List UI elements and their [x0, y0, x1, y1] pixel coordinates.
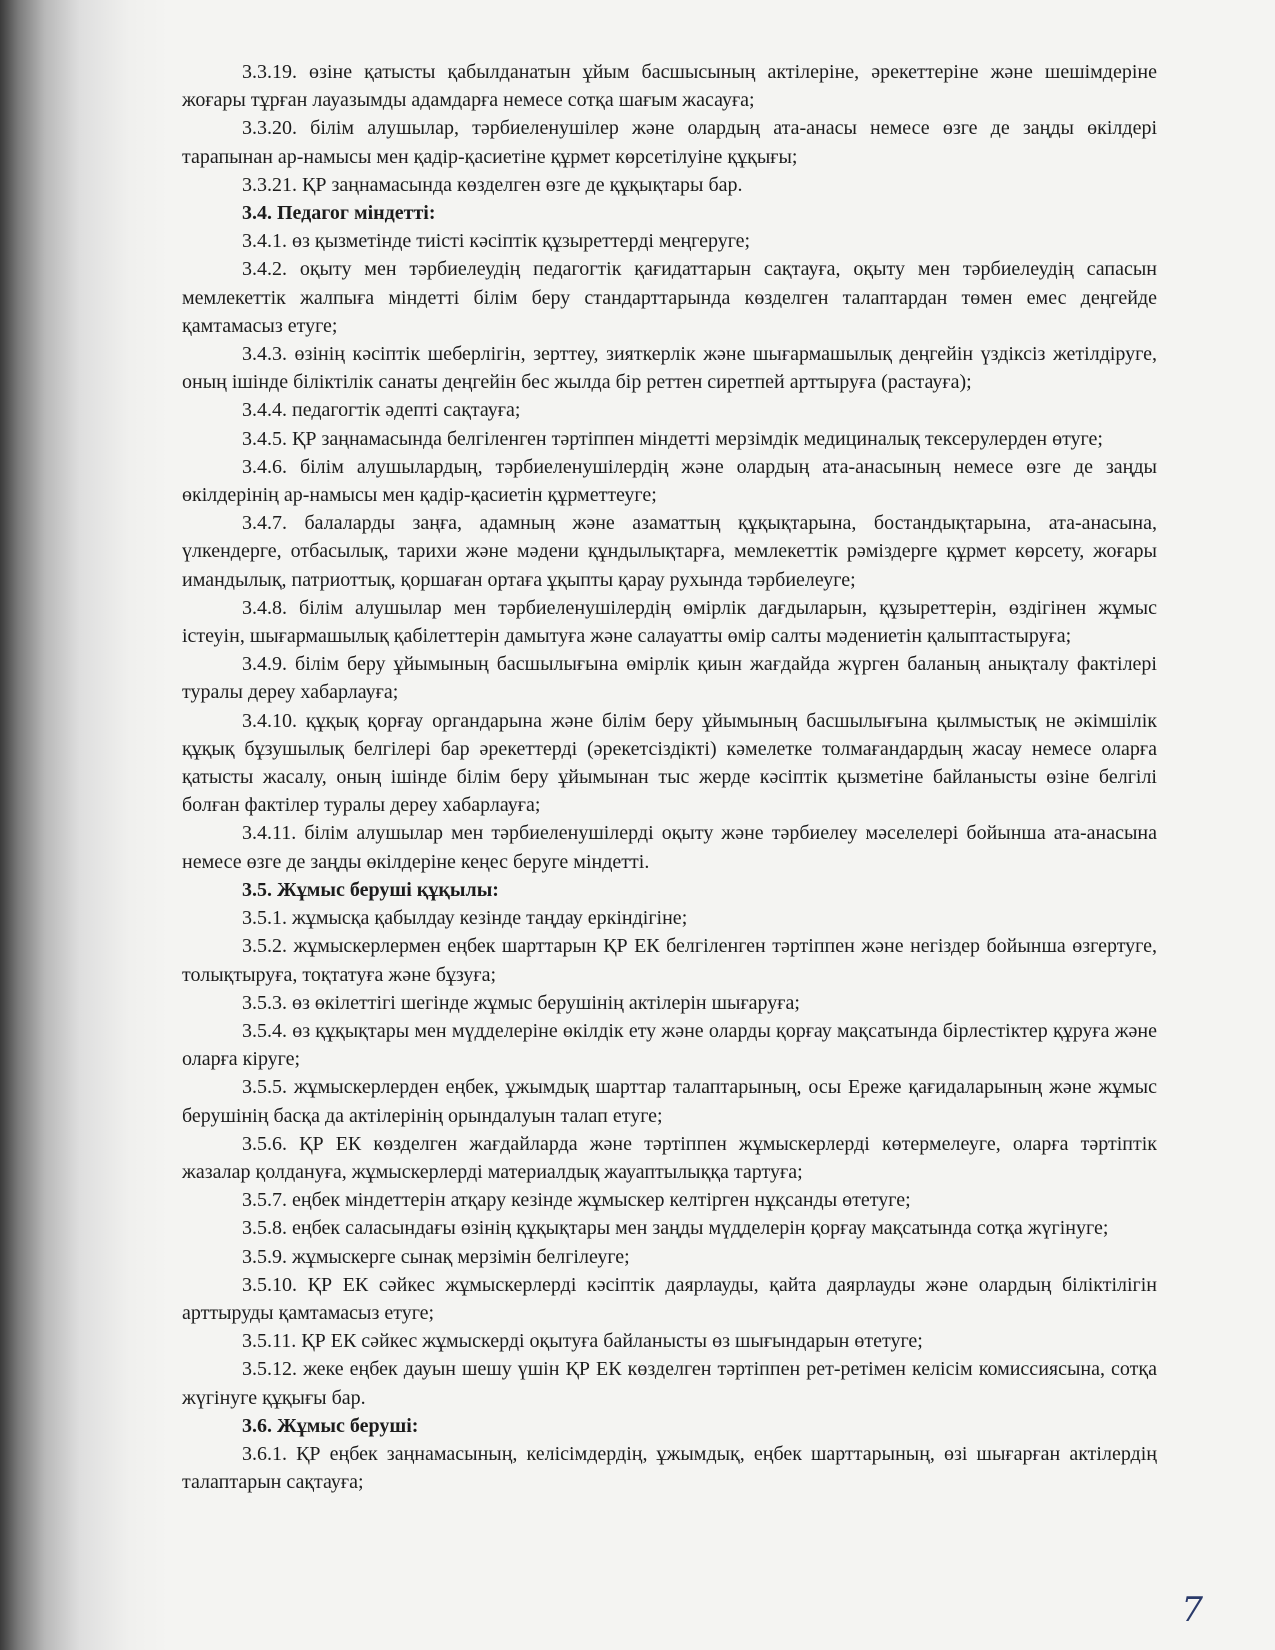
- paragraph-3-3-19: 3.3.19. өзіне қатысты қабылданатын ұйым басшысының актілеріне, әрекеттеріне және шешімдеріне жоғары тұрған лауазымды адамдарға немесе сотқа шағым жасауға;: [182, 61, 1157, 112]
- paragraph-3-4-8: 3.4.8. білім алушылар мен тәрбиеленушілердің өмірлік дағдыларын, құзыреттерін, өздігінен жұмыс істеуін, шығармашылық қабілеттерін дамытуға және салауатты өмір салты мәдениетін қалыптастыруға;: [182, 596, 1157, 648]
- paragraph-3-5-4: 3.5.4. өз құқықтары мен мүдделеріне өкілдік ету және оларды қорғау мақсатында бірлестіктер құруға және оларға кіруге;: [182, 1019, 1157, 1071]
- paragraph-3-5-6: 3.5.6. ҚР ЕК көзделген жағдайларда және тәртіппен жұмыскерлерді көтермелеуге, оларға тәртіптік жазалар қолдануға, жұмыскерлерді материалдық жауаптылыққа тартуға;: [182, 1132, 1157, 1183]
- paragraph-3-4-5: 3.4.5. ҚР заңнамасында белгіленген тәртіппен міндетті мерзімдік медициналық тексерулерден өтуге;: [242, 427, 1103, 450]
- binding-shadow: [0, 0, 170, 1650]
- paragraph-3-3-21: 3.3.21. ҚР заңнамасында көзделген өзге де құқықтары бар.: [242, 173, 743, 196]
- paragraph-3-4-2: 3.4.2. оқыту мен тәрбиелеудің педагогтік қағидаттарын сақтауға, оқыту мен тәрбиелеудің сапасын мемлекеттік жалпыға міндетті білім беру стандарттарында көзделген талаптардан төмен емес деңгейде қамтамасыз етуге;: [182, 258, 1157, 337]
- paragraph-3-5-5: 3.5.5. жұмыскерлерден еңбек, ұжымдық шарттар талаптарының, осы Ереже қағидаларының және жұмыс берушінің басқа да актілерінің орындалуын талап етуге;: [182, 1076, 1157, 1127]
- paragraph-3-5-1: 3.5.1. жұмысқа қабылдау кезінде таңдау еркіндігіне;: [242, 907, 688, 930]
- paragraph-3-4-3: 3.4.3. өзінің кәсіптік шеберлігін, зерттеу, зияткерлік және шығармашылық деңгейін үздіксіз жетілдіруге, оның ішінде біліктілік санаты деңгейін бес жылда бір реттен сиретпей арттыруға (растауға);: [182, 343, 1157, 394]
- paragraph-3-5-2: 3.5.2. жұмыскерлермен еңбек шарттарын ҚР ЕК белгіленген тәртіппен және негіздер бойынша өзгертуге, толықтыруға, тоқтатуға және бұзуға;: [182, 935, 1157, 986]
- paragraph-3-4-7: 3.4.7. балаларды заңға, адамның және азаматтың құқықтарына, бостандықтарына, ата-анасына, үлкендерге, отбасылық, тарихи және мәдени құндылықтарға, мемлекеттік рәміздерге құрмет көрсету, жоғары имандылық, патриоттық, қоршаған ортаға ұқыпты қарау рухында тәрбиелеуге;: [182, 512, 1157, 591]
- paragraph-3-4-10: 3.4.10. құқық қорғау органдарына және білім беру ұйымының басшылығына қылмыстық не әкімшілік құқық бұзушылық белгілері бар әрекеттерді (әрекетсіздікті) кәмелетке толмағандардың жасау немесе оларға қатысты жасалу, оның ішінде білім беру ұйымынан тыс жерде кәсіптік қызметіне байланысты өзіне белгілі болған фактілер туралы дереу хабарлауға;: [182, 709, 1157, 817]
- section-heading-3-5: 3.5. Жұмыс беруші құқылы:: [242, 878, 499, 901]
- page-number: 7: [1181, 1590, 1203, 1630]
- paragraph-3-5-10: 3.5.10. ҚР ЕК сәйкес жұмыскерлерді кәсіптік даярлауды, қайта даярлауды және олардың біліктілігін арттыруды қамтамасыз етуге;: [182, 1273, 1157, 1324]
- paragraph-3-5-8: 3.5.8. еңбек саласындағы өзінің құқықтары мен заңды мүдделерін қорғау мақсатында сотқа жүгінуге;: [242, 1217, 1109, 1240]
- paragraph-3-5-7: 3.5.7. еңбек міндеттерін атқару кезінде жұмыскер келтірген нұқсанды өтетуге;: [242, 1189, 911, 1212]
- document-page: [182, 58, 1157, 1496]
- paragraph-3-4-6: 3.4.6. білім алушылардың, тәрбиеленушілердің және олардың ата-анасының немесе өзге де заңды өкілдерінің ар-намысы мен қадір-қасиетін құрметтеуге;: [182, 455, 1157, 507]
- paragraph-3-5-9: 3.5.9. жұмыскерге сынақ мерзімін белгілеуге;: [242, 1245, 630, 1268]
- paragraph-3-3-20: 3.3.20. білім алушылар, тәрбиеленушілер және олардың ата-анасы немесе өзге де заңды өкілдері тарапынан ар-намысы мен қадір-қасиетіне құрмет көрсетілуіне құқығы;: [182, 117, 1157, 168]
- paragraph-3-5-12: 3.5.12. жеке еңбек дауын шешу үшін ҚР ЕК көзделген тәртіппен рет-ретімен келісім комиссиясына, сотқа жүгінуге құқығы бар.: [182, 1358, 1157, 1409]
- paragraph-3-4-1: 3.4.1. өз қызметінде тиісті кәсіптік құзыреттерді меңгеруге;: [242, 230, 751, 253]
- paragraph-3-6-1: 3.6.1. ҚР еңбек заңнамасының, келісімдердің, ұжымдық, еңбек шарттарының, өзі шығарған актілердің талаптарын сақтауға;: [182, 1442, 1157, 1494]
- section-heading-3-4: 3.4. Педагог міндетті:: [242, 202, 436, 225]
- section-heading-3-6: 3.6. Жұмыс беруші:: [242, 1414, 419, 1437]
- paragraph-3-5-3: 3.5.3. өз өкілеттігі шегінде жұмыс берушінің актілерін шығаруға;: [242, 991, 800, 1014]
- paragraph-3-4-9: 3.4.9. білім беру ұйымының басшылығына өмірлік қиын жағдайда жүрген баланың анықталу фактілері туралы дереу хабарлауға;: [182, 653, 1157, 704]
- paragraph-3-5-11: 3.5.11. ҚР ЕК сәйкес жұмыскерді оқытуға байланысты өз шығындарын өтетуге;: [242, 1330, 923, 1353]
- paragraph-3-4-4: 3.4.4. педагогтік әдепті сақтауға;: [242, 399, 521, 422]
- paragraph-3-4-11: 3.4.11. білім алушылар мен тәрбиеленушілерді оқыту және тәрбиелеу мәселелері бойынша ата-анасына немесе өзге де заңды өкілдеріне кеңес беруге міндетті.: [182, 822, 1157, 873]
